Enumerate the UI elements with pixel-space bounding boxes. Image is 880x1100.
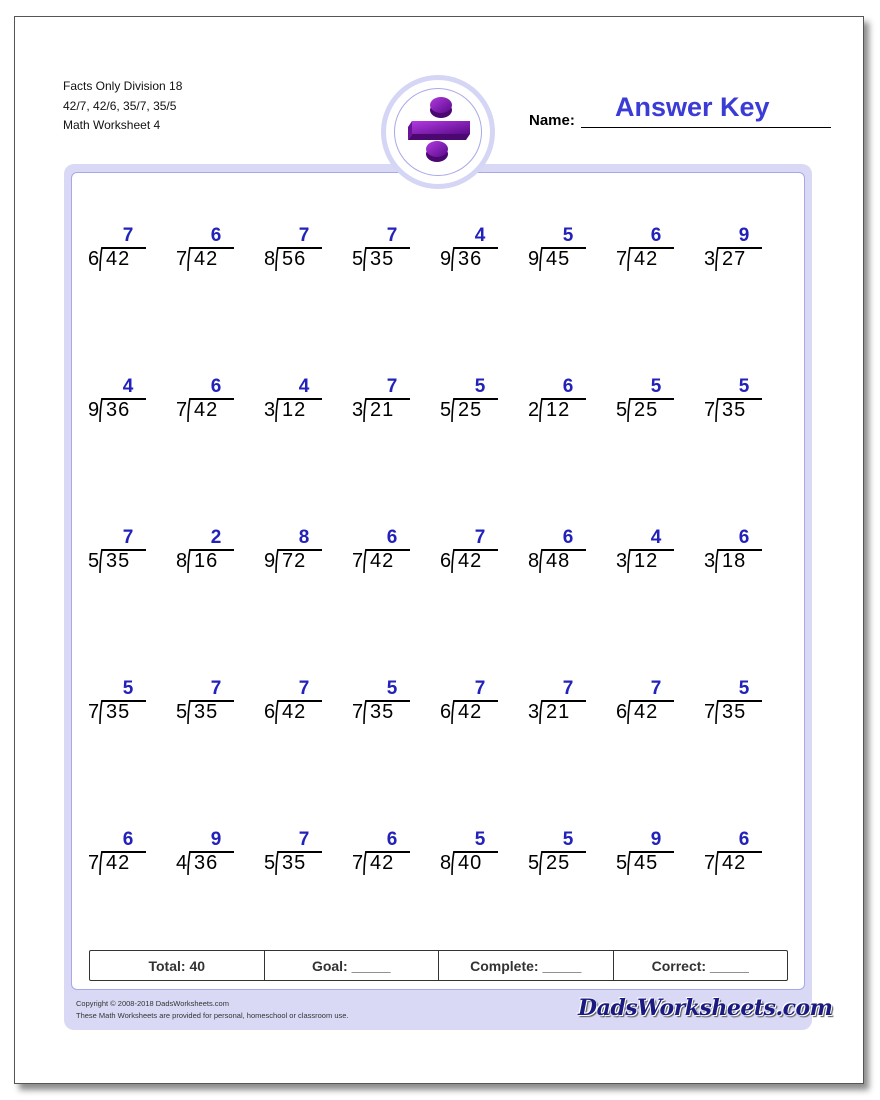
quotient-answer: 5 [386, 678, 398, 699]
copyright-notice [76, 998, 349, 1022]
dividend: 35 [106, 701, 131, 723]
division-problem [264, 377, 324, 422]
divisor: 7 [88, 701, 101, 723]
division-problem [264, 226, 324, 271]
dividend: 56 [282, 248, 307, 270]
division-problem [176, 679, 236, 724]
quotient-answer: 7 [122, 527, 134, 548]
division-problem [176, 226, 236, 271]
divisor: 4 [176, 852, 189, 874]
dividend: 42 [106, 248, 131, 270]
quotient-answer: 5 [562, 225, 574, 246]
divisor: 5 [88, 550, 101, 572]
divisor: 3 [704, 550, 717, 572]
division-problem [88, 830, 148, 875]
dividend: 12 [634, 550, 659, 572]
division-problem [616, 226, 676, 271]
quotient-answer: 6 [650, 225, 662, 246]
quotient-answer: 6 [562, 527, 574, 548]
division-problem [264, 528, 324, 573]
divisor: 9 [440, 248, 453, 270]
dividend: 21 [370, 399, 395, 421]
quotient-answer: 6 [122, 829, 134, 850]
division-problem [704, 528, 764, 573]
division-problem [528, 679, 588, 724]
dividend: 42 [282, 701, 307, 723]
goal-cell: Goal: _____ [265, 951, 440, 980]
divisor: 6 [616, 701, 629, 723]
division-problem [352, 830, 412, 875]
dividend: 42 [194, 399, 219, 421]
division-problem [704, 377, 764, 422]
divisor: 7 [176, 248, 189, 270]
divisor: 9 [88, 399, 101, 421]
quotient-answer: 6 [386, 527, 398, 548]
dividend: 16 [194, 550, 219, 572]
divisor: 9 [528, 248, 541, 270]
quotient-answer: 4 [298, 376, 310, 397]
division-problem [528, 377, 588, 422]
dividend: 42 [634, 701, 659, 723]
division-problem [704, 679, 764, 724]
dividend: 42 [634, 248, 659, 270]
quotient-answer: 7 [298, 225, 310, 246]
divisor: 2 [528, 399, 541, 421]
division-problem [704, 226, 764, 271]
name-label: Name: [529, 112, 575, 129]
divisor: 3 [264, 399, 277, 421]
division-problem [528, 226, 588, 271]
division-problem [616, 377, 676, 422]
divisor: 7 [352, 852, 365, 874]
quotient-answer: 7 [386, 376, 398, 397]
quotient-answer: 8 [298, 527, 310, 548]
divisor: 8 [440, 852, 453, 874]
dividend: 35 [106, 550, 131, 572]
quotient-answer: 6 [210, 376, 222, 397]
dividend: 42 [458, 701, 483, 723]
score-bar [89, 950, 788, 981]
divisor: 6 [264, 701, 277, 723]
divisor: 6 [440, 550, 453, 572]
divisor: 5 [264, 852, 277, 874]
quotient-answer: 5 [650, 376, 662, 397]
division-problem [528, 528, 588, 573]
division-problem [616, 679, 676, 724]
quotient-answer: 6 [210, 225, 222, 246]
dividend: 27 [722, 248, 747, 270]
dividend: 25 [546, 852, 571, 874]
division-problem [616, 528, 676, 573]
divisor: 9 [264, 550, 277, 572]
division-problem [616, 830, 676, 875]
quotient-answer: 7 [298, 678, 310, 699]
divisor: 8 [176, 550, 189, 572]
division-problem [528, 830, 588, 875]
divisor: 5 [176, 701, 189, 723]
divisor: 5 [440, 399, 453, 421]
divisor: 5 [352, 248, 365, 270]
divisor: 7 [352, 701, 365, 723]
brand-logo: DadsWorksheets.com [578, 995, 833, 1021]
quotient-answer: 9 [738, 225, 750, 246]
worksheet-number: Math Worksheet 4 [63, 118, 161, 132]
quotient-answer: 6 [738, 829, 750, 850]
divisor: 3 [528, 701, 541, 723]
dividend: 42 [370, 852, 395, 874]
dividend: 35 [194, 701, 219, 723]
quotient-answer: 5 [122, 678, 134, 699]
worksheet-title: Facts Only Division 18 [63, 79, 183, 93]
division-problem [440, 830, 500, 875]
division-problem [704, 830, 764, 875]
usage-line: These Math Worksheets are provided for personal, homeschool or classroom use. [76, 1011, 349, 1020]
divisor: 6 [88, 248, 101, 270]
quotient-answer: 7 [386, 225, 398, 246]
division-problem [440, 679, 500, 724]
quotient-answer: 5 [474, 829, 486, 850]
dividend: 18 [722, 550, 747, 572]
division-problem [176, 830, 236, 875]
complete-cell: Complete: _____ [439, 951, 614, 980]
divisor: 7 [704, 399, 717, 421]
dividend: 36 [194, 852, 219, 874]
quotient-answer: 6 [386, 829, 398, 850]
divisor: 8 [264, 248, 277, 270]
quotient-answer: 6 [738, 527, 750, 548]
division-problem [176, 377, 236, 422]
dividend: 40 [458, 852, 483, 874]
dividend: 36 [458, 248, 483, 270]
divisor: 3 [616, 550, 629, 572]
divisor: 7 [88, 852, 101, 874]
quotient-answer: 2 [210, 527, 222, 548]
answer-key-label: Answer Key [615, 92, 770, 122]
quotient-answer: 7 [562, 678, 574, 699]
quotient-answer: 7 [474, 527, 486, 548]
division-problem [264, 679, 324, 724]
division-problem [88, 528, 148, 573]
dividend: 42 [458, 550, 483, 572]
worksheet-subtitle: 42/7, 42/6, 35/7, 35/5 [63, 98, 177, 113]
division-problem [264, 830, 324, 875]
dividend: 35 [722, 701, 747, 723]
dividend: 48 [546, 550, 571, 572]
dividend: 35 [370, 248, 395, 270]
divisor: 3 [704, 248, 717, 270]
dividend: 12 [546, 399, 571, 421]
dividend: 36 [106, 399, 131, 421]
quotient-answer: 9 [210, 829, 222, 850]
quotient-answer: 5 [474, 376, 486, 397]
divisor: 7 [704, 852, 717, 874]
dividend: 35 [722, 399, 747, 421]
quotient-answer: 7 [298, 829, 310, 850]
dividend: 35 [282, 852, 307, 874]
dividend: 42 [722, 852, 747, 874]
dividend: 12 [282, 399, 307, 421]
dividend: 21 [546, 701, 571, 723]
quotient-answer: 7 [650, 678, 662, 699]
copyright-line: Copyright © 2008-2018 DadsWorksheets.com [76, 999, 229, 1008]
dividend: 42 [370, 550, 395, 572]
quotient-answer: 5 [562, 829, 574, 850]
division-problem [440, 377, 500, 422]
division-problem [440, 226, 500, 271]
quotient-answer: 5 [738, 678, 750, 699]
dividend: 45 [546, 248, 571, 270]
division-problem [352, 528, 412, 573]
divisor: 7 [352, 550, 365, 572]
divisor: 5 [528, 852, 541, 874]
divisor: 3 [352, 399, 365, 421]
dividend: 72 [282, 550, 307, 572]
dividend: 42 [106, 852, 131, 874]
divisor: 6 [440, 701, 453, 723]
division-problem [88, 679, 148, 724]
division-problem [88, 226, 148, 271]
total-cell: Total: 40 [90, 951, 265, 980]
divisor: 7 [176, 399, 189, 421]
divisor: 7 [616, 248, 629, 270]
dividend: 25 [458, 399, 483, 421]
quotient-answer: 4 [474, 225, 486, 246]
quotient-answer: 7 [474, 678, 486, 699]
correct-cell: Correct: _____ [651, 957, 749, 974]
quotient-answer: 7 [122, 225, 134, 246]
quotient-answer: 7 [210, 678, 222, 699]
division-problem [440, 528, 500, 573]
dividend: 25 [634, 399, 659, 421]
division-problem [352, 226, 412, 271]
division-problem [176, 528, 236, 573]
divisor: 5 [616, 852, 629, 874]
quotient-answer: 4 [122, 376, 134, 397]
dividend: 45 [634, 852, 659, 874]
divisor: 5 [616, 399, 629, 421]
quotient-answer: 4 [650, 527, 662, 548]
quotient-answer: 9 [650, 829, 662, 850]
quotient-answer: 5 [738, 376, 750, 397]
divisor: 8 [528, 550, 541, 572]
divisor: 7 [704, 701, 717, 723]
dividend: 42 [194, 248, 219, 270]
division-problem [352, 377, 412, 422]
quotient-answer: 6 [562, 376, 574, 397]
division-problem [352, 679, 412, 724]
division-problem [88, 377, 148, 422]
dividend: 35 [370, 701, 395, 723]
